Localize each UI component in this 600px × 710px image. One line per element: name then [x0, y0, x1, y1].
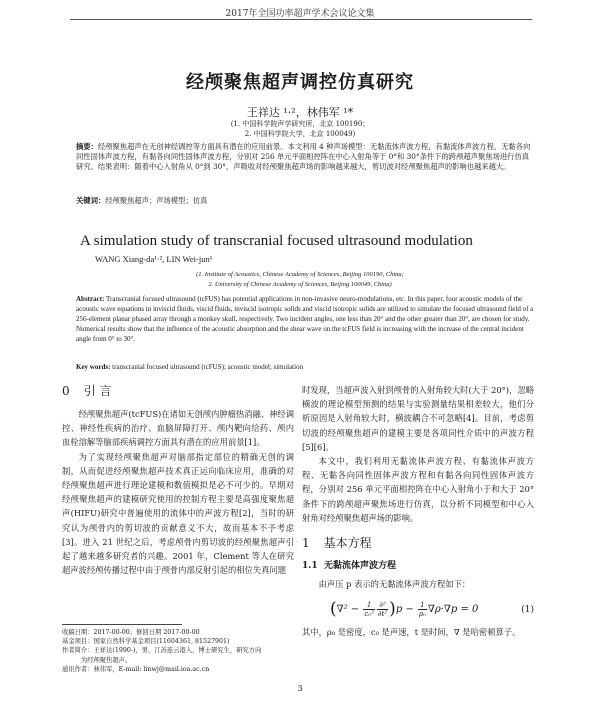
cn-affiliation-2: 2. 中国科学院大学，北京 100049): [244, 130, 356, 138]
cn-abstract-text: 经颅聚焦超声在无创神经调控等方面具有潜在的应用前景。本文利用 4 种声场模型：无黏流体声波方程，有黏流体声波方程，无黏各向同性固体声波方程，有黏各向同性固体声波方程，分别对 256 单元平面相控阵在中心入射角等于 0°和 30°条件下的跨颅超声聚焦场进行仿真研究。结果表明：随着中心入射角从 0°到 30°，声吸收对经颅聚焦超声场的影响越来越大，剪切波对经颅聚焦超声的影响也越来越大。: [76, 142, 531, 171]
right-column: [302, 383, 534, 640]
en-keywords: [76, 363, 546, 371]
cn-affiliation-1: (1. 中国科学院声学研究所，北京 100190；: [230, 120, 370, 128]
footnote-received: 收稿日期：2017-00-00；修回日期 2017-00-00: [62, 629, 200, 636]
equation-1-number: (1): [521, 605, 534, 616]
left-column: [62, 383, 294, 619]
en-authors: WANG Xiang-da¹·², LIN Wei-jun¹: [95, 254, 213, 264]
footnote-author: 作者简介：王祥达(1990-)，男，江苏连云港人，博士研究生，研究方向: [62, 647, 262, 655]
subsection-1-1-heading: [302, 559, 534, 573]
en-title: A simulation study of transcranial focused ultrasound modulation: [80, 233, 473, 249]
cn-authors: 王祥达 ¹·²，林伟军 ¹*: [246, 106, 354, 119]
en-keywords-label: Key words:: [76, 363, 111, 371]
equation-explanation: 其中，ρ₀ 是密度，c₀ 是声速，t 是时间，∇ 是哈密顿算子。: [302, 627, 521, 638]
cn-keywords-text: 经颅聚焦超声；声场模型；仿真: [105, 196, 208, 205]
en-keywords-text: transcranial focused ultrasound (tcFUS); acoustic model; simulation: [112, 363, 304, 371]
footnote-fund: 基金项目：国家自然科学基金项目(11604361, 81527901): [62, 638, 230, 646]
footnote-corresponding: 通讯作者：林伟军，E-mail: linwj@mail.ioa.ac.cn: [62, 665, 210, 673]
section-1-number: 1: [302, 536, 310, 551]
subsection-1-1-title: 无黏流体声波方程: [323, 561, 396, 572]
section-0-title: 引 言: [83, 384, 112, 398]
section-0-number: 0: [62, 384, 70, 398]
left-column-body: [62, 407, 294, 619]
cn-abstract-label: 摘要：: [76, 142, 98, 151]
footnotes: [62, 628, 294, 674]
cn-keywords-label: 关键词：: [76, 196, 106, 205]
intro-paragraph-2: 为了实现经颅聚焦超声对脑部指定部位的精确无创的调制，从而促进经颅聚焦超声技术真正运向临床应用，准确的对经颅聚焦超声进行理论建模和数值模拟是必不可少的。早期对经颅聚焦超声的建模研究使用的控制方程主要是高强度聚焦超声(HIFU)研究中普遍使用的流体中的声波方程[2]，当时的研究认为颅骨内的剪切波的贡献意义不大，故而基本不予考虑[3]。进入 21 世纪之后，考虑颅骨内剪切波的经颅聚焦超声引起了越来越多研究者的兴趣。2001 年，Clement 等人在研究超声波经颅传播过程中由于颅骨内部反射引起的相位失真问题: [62, 451, 294, 576]
section-0-heading: [62, 383, 294, 399]
header-rule: [70, 19, 532, 20]
cn-abstract: [76, 142, 536, 194]
page-number: 3: [297, 684, 303, 693]
intro-paragraph-3: 本文中，我们利用无黏流体声波方程、有黏流体声波方程、无黏各向同性固体声波方程和有黏各向同性固体声波方程，分别对 256 单元平面相控阵在中心入射角小于和大于 20°条件下的跨颅超声聚焦场进行仿真，以分析不同模型和中心入射角对经颅聚焦超声场的影响。: [302, 456, 534, 523]
running-head: 2017年全国功率超声学术会议论文集: [225, 9, 375, 19]
section-1-heading: [302, 535, 534, 551]
equation-1: [302, 597, 534, 623]
en-affiliation-2: 2. University of Chinese Academy of Sciences, Beijing 100049, China): [208, 281, 392, 288]
en-abstract: [76, 294, 536, 356]
cn-title: 经颅聚焦超声调控仿真研究: [186, 72, 414, 93]
equation-lead: 由声压 p 表示的无黏流体声波方程如下：: [318, 579, 471, 590]
intro-paragraph-2-cont: 时发现，当超声波入射到颅骨的入射角较大时(大于 20°)，忽略横波的理论模型预测的结果与实验测量结果相差较大，他们分析原因是入射角较大时，横波耦合不可忽略[4]。目前，考虑剪切波的经颅聚焦超声的建模主要是各项同性介质中的声波方程[5][6]。: [302, 385, 534, 452]
subsection-1-1-number: 1.1: [302, 561, 318, 572]
footnote-rule: [62, 624, 182, 625]
intro-paragraph-1: 经颅聚焦超声(tcFUS)在诸如无创颅内肿瘤热消融、神经调控、神经性疾病的治疗、血脑屏障打开、颅内靶向给药、颅内血栓溶解等脑部疾病调控方面具有潜在的应用前景[1]。: [62, 409, 294, 448]
en-abstract-text: Transcranial focused ultrasound (tcFUS) has potential applications in non-invasive neuro-modulations, etc. In this paper, four acoustic models of the acoustic wave equations in inviscid fluids, viscid fluids, inviscid isotropic solids and viscid isotropic solids are utilized to simulate the focused ultrasound field of a 256-element planar phased array through a monkey skull, respectively. Two incident angles, one less than 20° and the other greater than 20°, are chosen for study. Numerical results show that the influence of the acoustic absorption and the shear wave on the tcFUS field is increasing with the increase of the central incident angle from 0° to 30°.: [76, 295, 534, 343]
section-1-title: 基本方程: [323, 536, 372, 551]
footnote-author-cont: 为经颅聚焦超声。: [80, 656, 132, 664]
cn-keywords: [76, 196, 536, 206]
en-affiliation-1: (1. Institute of Acoustics, Chinese Academy of Sciences, Beijing 100190, China;: [196, 271, 404, 278]
en-abstract-label: Abstract:: [76, 295, 105, 303]
equation-1-formula: (∇² − $\frac{1}{\text{c₀²}}$ $\frac{\text{∂²}}{\text{∂t²}}$ )p − $\frac{1}{\text{ρ₀}}$ ∇ρ·∇p = 0: [330, 599, 479, 620]
